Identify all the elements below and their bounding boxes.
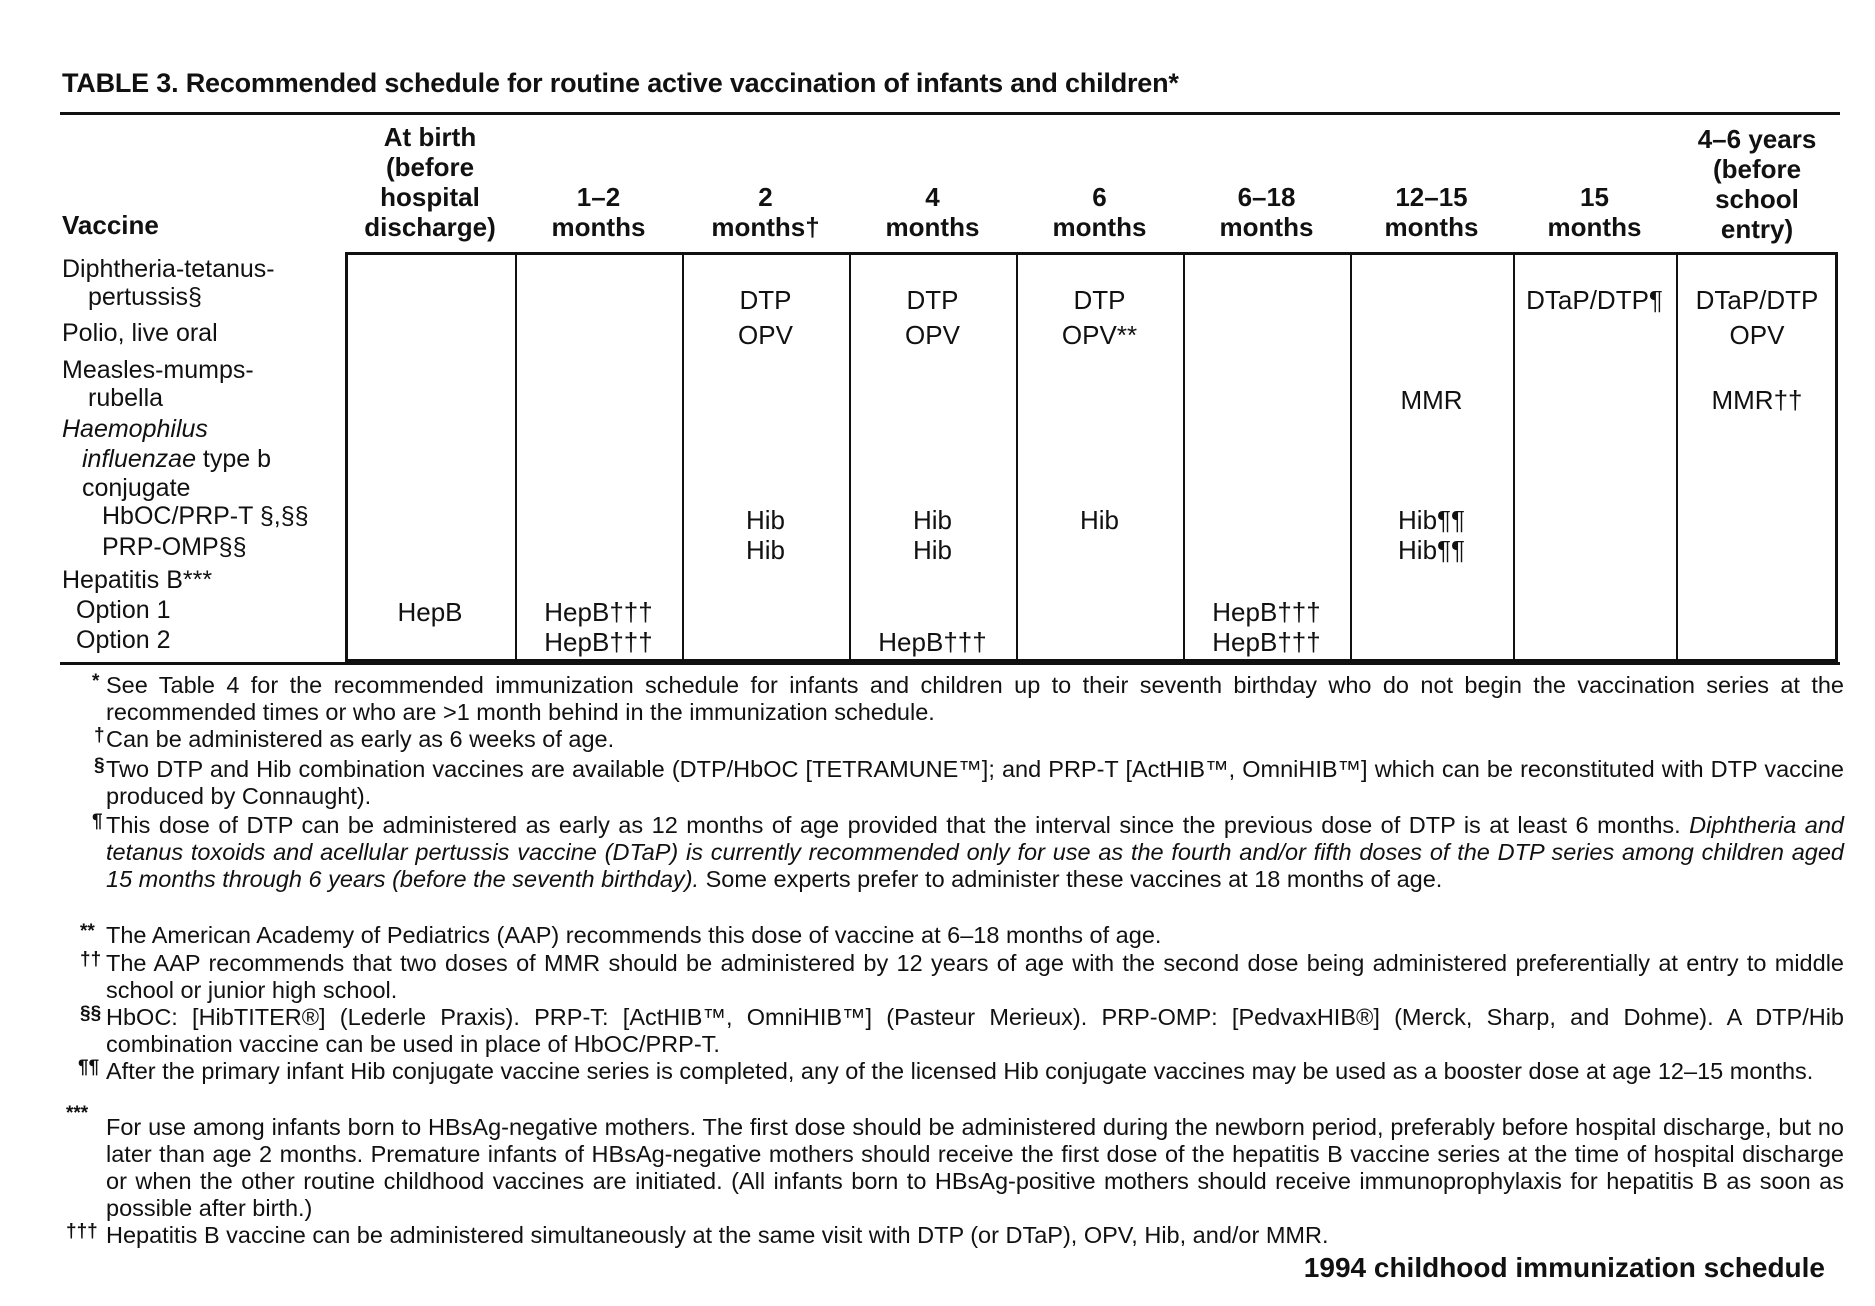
- vaccine-mmr-line2: rubella: [88, 384, 164, 412]
- footnote-mark: ***: [66, 1103, 89, 1124]
- vaccine-hib-line1: Haemophilus: [62, 415, 208, 443]
- cell-opv-4-6y: OPV: [1729, 320, 1785, 350]
- vaccine-dtp-line2: pertussis§: [88, 283, 202, 311]
- header-15-months: 15 months: [1547, 182, 1642, 242]
- cell-mmr-12-15m: MMR: [1400, 385, 1463, 415]
- header-12-15-months: 12–15 months: [1384, 182, 1479, 242]
- cell-mmr-4-6y: MMR††: [1711, 385, 1803, 415]
- cell-prpomp-2m: Hib: [745, 535, 785, 565]
- footnote-text: The AAP recommends that two doses of MMR should be administered by 12 years of age with the second dose being administered preferentially at entry to middle school or junior high school.: [106, 950, 1844, 1003]
- header-1-2-months: 1–2 months: [551, 182, 646, 242]
- cell-hepb-opt1-6-18m: HepB†††: [1212, 597, 1321, 627]
- vaccine-hib-line2: influenzae type b: [82, 445, 272, 473]
- cell-hepb-opt1-birth: HepB: [397, 597, 463, 627]
- footnote-mark: ††: [80, 949, 102, 970]
- footnote-text: See Table 4 for the recommended immunization schedule for infants and children up to their seventh birthday who do not begin the vaccination series at the recommended times or who are >1 month behind in the immunization schedule.: [106, 672, 1844, 725]
- header-at-birth: At birth (before hospital discharge): [364, 122, 496, 242]
- cell-hboc-12-15m: Hib¶¶: [1398, 505, 1465, 535]
- header-6-months: 6 months: [1052, 182, 1147, 242]
- cell-hepb-opt1-1-2m: HepB†††: [544, 597, 653, 627]
- cell-hboc-2m: Hib: [745, 505, 785, 535]
- cell-hboc-6m: Hib: [1079, 505, 1119, 535]
- cell-dtp-4-6y: DTaP/DTP: [1695, 285, 1819, 315]
- vaccine-hepb-option1: Option 1: [76, 596, 171, 624]
- footnote-text: For use among infants born to HBsAg-negative mothers. The first dose should be administered during the newborn period, preferably before hospital discharge, but no later than age 2 months. Premature infants of HBsAg-negative mothers should receive the first dose of the hepatitis B vaccine series at the time of hospital discharge or when the other routine childhood vaccines are initiated. (All infants born to HBsAg-positive mothers should receive immunoprophylaxis for hepatitis B as soon as possible after birth.): [106, 1114, 1844, 1221]
- footnote-mark: ¶: [92, 811, 103, 832]
- footnote-text: The American Academy of Pediatrics (AAP) recommends this dose of vaccine at 6–18 months of age.: [106, 922, 1162, 948]
- top-rule: [60, 112, 1840, 115]
- table-title: TABLE 3. Recommended schedule for routine active vaccination of infants and children*: [62, 68, 1179, 98]
- cell-dtp-15m: DTaP/DTP¶: [1526, 285, 1663, 315]
- footnote-mark: †††: [66, 1221, 98, 1242]
- vaccine-hepb-option2: Option 2: [76, 626, 171, 654]
- vaccine-dtp-line1: Diphtheria-tetanus-: [62, 255, 275, 283]
- footnote-mark: §§: [80, 1003, 102, 1024]
- header-6-18-months: 6–18 months: [1219, 182, 1314, 242]
- footnote-mark: **: [80, 921, 95, 942]
- cell-prpomp-12-15m: Hib¶¶: [1398, 535, 1465, 565]
- cell-prpomp-4m: Hib: [912, 535, 952, 565]
- vaccine-hib-line3: conjugate: [82, 474, 191, 502]
- cell-opv-2m: OPV: [738, 320, 793, 350]
- cell-opv-6m: OPV**: [1061, 320, 1138, 350]
- vaccine-mmr-line1: Measles-mumps-: [62, 356, 254, 384]
- header-4-months: 4 months: [885, 182, 980, 242]
- schedule-caption: 1994 childhood immunization schedule: [1303, 1252, 1825, 1283]
- bottom-rule: [60, 662, 1840, 665]
- footnote-text: This dose of DTP can be administered as early as 12 months of age provided that the interval since the previous dose of DTP is at least 6 months. Diphtheria and tetanus toxoids and acellular pertussis vaccine (DTaP) is currently recommended only for use as the fourth and/or fifth doses of the DTP series among children aged 15 months through 6 years (before the seventh birthday). Some experts prefer to administer these vaccines at 18 months of age.: [106, 812, 1844, 892]
- cell-opv-4m: OPV: [905, 320, 960, 350]
- vaccine-polio: Polio, live oral: [62, 319, 218, 347]
- footnote-mark: †: [94, 725, 105, 746]
- cell-dtp-2m: DTP: [739, 285, 792, 315]
- cell-hepb-opt2-1-2m: HepB†††: [544, 627, 653, 657]
- cell-dtp-6m: DTP: [1073, 285, 1126, 315]
- vaccine-hboc: HbOC/PRP-T §,§§: [102, 502, 309, 530]
- footnote-text: Two DTP and Hib combination vaccines are available (DTP/HbOC [TETRAMUNE™]; and PRP-T [ActHIB™, OmniHIB™] which can be reconstituted with DTP vaccine produced by Connaught).: [106, 756, 1844, 809]
- footnote-mark: ¶¶: [78, 1057, 100, 1078]
- footnote-text: Hepatitis B vaccine can be administered simultaneously at the same visit with DTP (or DTaP), OPV, Hib, and/or MMR.: [106, 1222, 1329, 1248]
- cell-hboc-4m: Hib: [912, 505, 952, 535]
- vaccine-prp-omp: PRP-OMP§§: [102, 533, 247, 561]
- header-4-6-years: 4–6 years (before school entry): [1697, 124, 1817, 244]
- cell-dtp-4m: DTP: [906, 285, 959, 315]
- footnote-mark: *: [92, 671, 100, 692]
- vaccine-hepb: Hepatitis B***: [62, 566, 213, 594]
- footnote-text: HbOC: [HibTITER®] (Lederle Praxis). PRP-T: [ActHIB™, OmniHIB™] (Pasteur Merieux). PRP-OMP: [PedvaxHIB®] (Merck, Sharp, and Dohme). A DTP/Hib combination vaccine can be used in place of HbOC/PRP-T.: [106, 1004, 1844, 1057]
- cell-hepb-opt2-4m: HepB†††: [878, 627, 987, 657]
- footnote-text: After the primary infant Hib conjugate vaccine series is completed, any of the licensed Hib conjugate vaccines may be used as a booster dose at age 12–15 months.: [106, 1058, 1814, 1084]
- header-vaccine: Vaccine: [62, 210, 159, 240]
- column-divider: [1350, 252, 1352, 662]
- cell-hepb-opt2-6-18m: HepB†††: [1212, 627, 1321, 657]
- header-2-months: 2 months†: [711, 182, 820, 242]
- footnote-text: Can be administered as early as 6 weeks of age.: [106, 726, 615, 752]
- footnote-mark: §: [94, 755, 105, 776]
